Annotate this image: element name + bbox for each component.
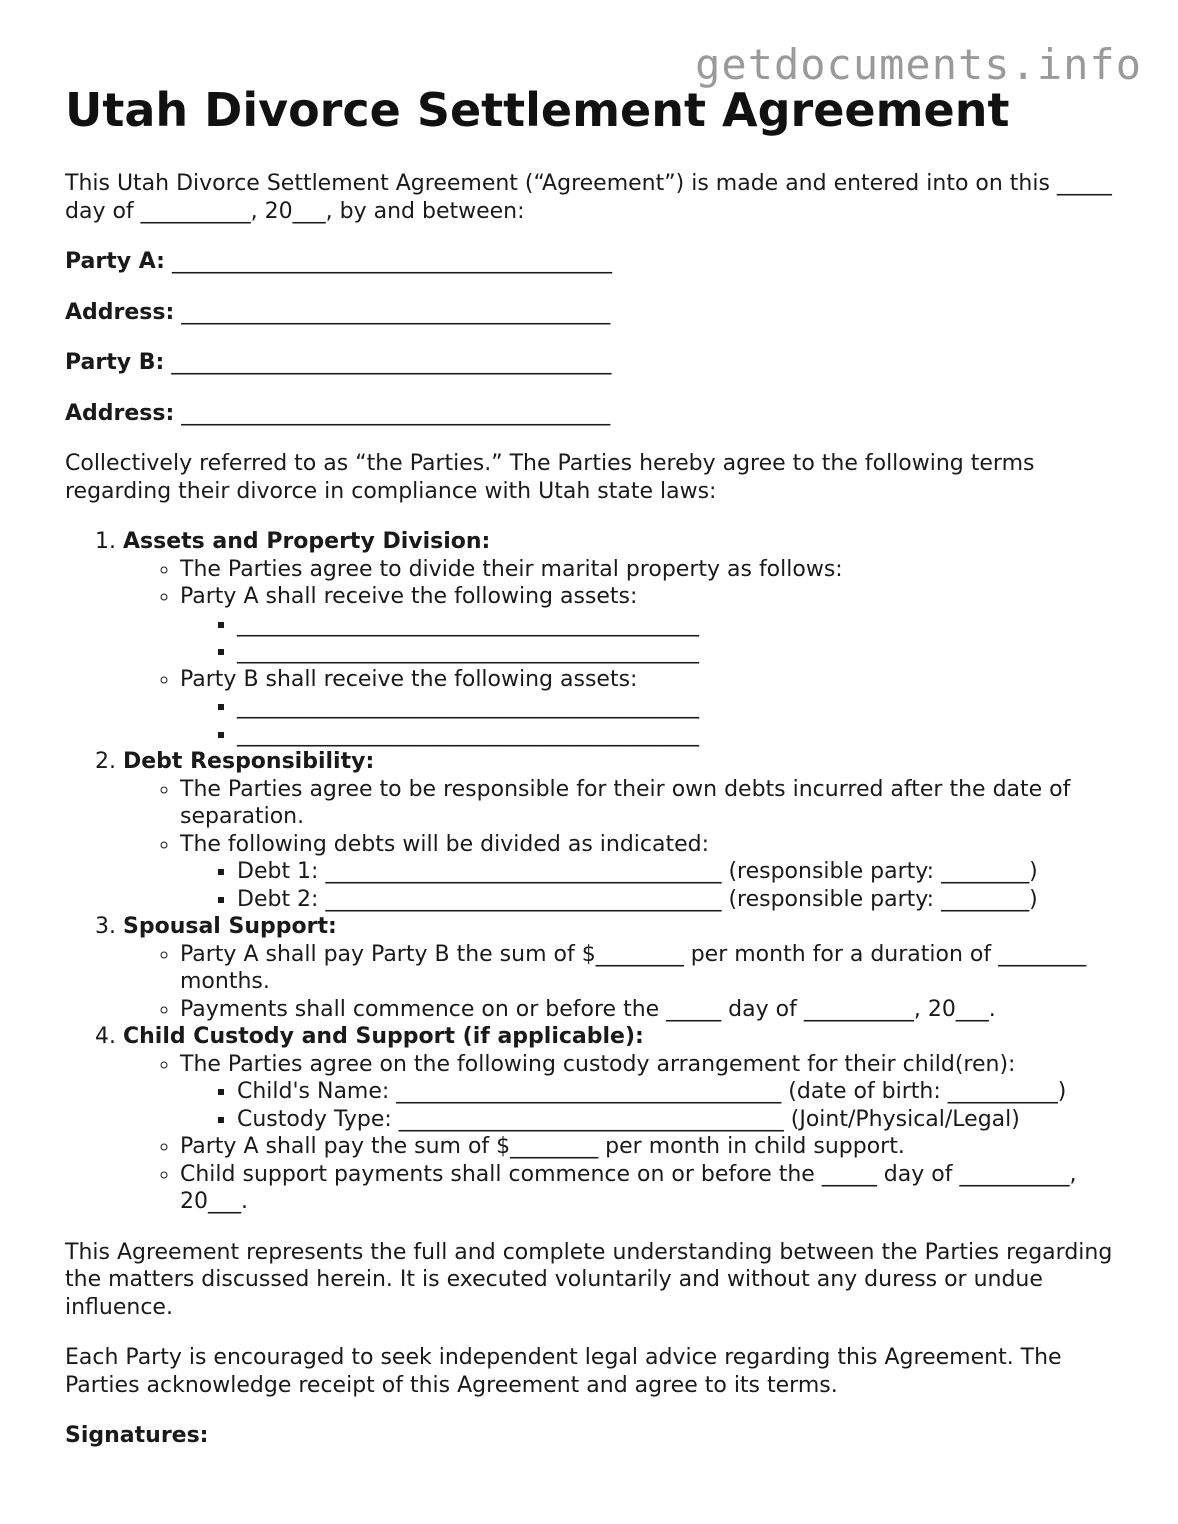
section-debt [123, 748, 1125, 913]
list-item [180, 1051, 1125, 1134]
party-b-address-field [65, 400, 1125, 428]
debt-2-line[interactable]: ▪ Debt 2: ____________________________________ (responsible party: ________) [237, 886, 1125, 914]
list-item: ◦ Party A shall pay the sum of $________ per month in child support. [180, 1133, 1125, 1161]
list-item: ◦ Party A shall pay Party B the sum of $________ per month for a duration of ________ months. [180, 941, 1125, 996]
debt-division-label: The following debts will be divided as indicated: [180, 831, 710, 857]
party-a-assets-list [180, 611, 1125, 666]
list-item [180, 583, 1125, 666]
custody-type-line[interactable]: ▪ Custody Type: ___________________________________ (Joint/Physical/Legal) [237, 1106, 1125, 1134]
list-item [180, 666, 1125, 749]
asset-blank[interactable]: ▪ __________________________________________ [237, 611, 1125, 639]
party-b-assets-label: Party B shall receive the following assets: [180, 666, 638, 692]
list-item: ◦ Payments shall commence on or before the _____ day of __________, 20___. [180, 996, 1125, 1024]
party-a-blank[interactable]: ________________________________________ [171, 249, 612, 274]
document-page [65, 82, 1125, 1450]
list-item [180, 831, 1125, 914]
assets-sublist [123, 556, 1125, 749]
debt-items-list [180, 858, 1125, 913]
section-child-custody [123, 1023, 1125, 1216]
party-a-field [65, 248, 1125, 276]
section-spousal-title: Spousal Support: [123, 914, 337, 939]
custody-arrangement-label: The Parties agree on the following custody arrangement for their child(ren): [180, 1051, 1016, 1077]
party-a-assets-label: Party A shall receive the following assets: [180, 584, 638, 609]
child-sublist [123, 1051, 1125, 1216]
party-b-field [65, 349, 1125, 377]
terms-list [65, 528, 1125, 1216]
party-b-address-blank[interactable]: _______________________________________ [181, 400, 611, 426]
document-title: Utah Divorce Settlement Agreement [65, 83, 1010, 137]
list-item: ◦ Child support payments shall commence on or before the _____ day of __________, 20___. [180, 1161, 1125, 1216]
party-b-label: Party B: [65, 350, 165, 375]
asset-blank[interactable]: ▪ __________________________________________ [237, 721, 1125, 749]
intro-paragraph: This Utah Divorce Settlement Agreement (“Agreement”) is made and entered into on this _____ day of __________, 20___, by and between: [65, 171, 1112, 224]
closing-paragraph-1: This Agreement represents the full and complete understanding between the Parties regarding the matters discussed herein. It is executed voluntarily and without any duress or undue influence. [65, 1239, 1113, 1320]
section-debt-title: Debt Responsibility: [123, 749, 375, 774]
party-b-blank[interactable]: ________________________________________ [171, 350, 612, 375]
list-item: ◦ The Parties agree to be responsible for their own debts incurred after the date of separation. [180, 776, 1125, 831]
watermark: getdocuments.info [695, 40, 1142, 89]
closing-paragraph-2: Each Party is encouraged to seek independent legal advice regarding this Agreement. The Parties acknowledge receipt of this Agreement and agree to its terms. [65, 1345, 1062, 1398]
party-a-label: Party A: [65, 249, 165, 274]
party-a-address-blank[interactable]: _______________________________________ [181, 299, 611, 325]
custody-items-list [180, 1078, 1125, 1133]
section-spousal-support [123, 913, 1125, 1023]
asset-blank[interactable]: ▪ __________________________________________ [237, 638, 1125, 666]
signatures-heading: Signatures: [65, 1423, 209, 1448]
party-b-address-label: Address: [65, 400, 175, 426]
section-assets [123, 528, 1125, 748]
child-name-line[interactable]: ▪ Child's Name: ___________________________________ (date of birth: __________) [237, 1078, 1125, 1106]
party-a-address-label: Address: [65, 299, 175, 325]
collective-paragraph: Collectively referred to as “the Parties.” The Parties hereby agree to the following terms regarding their divorce in compliance with Utah state laws: [65, 451, 1035, 504]
party-a-address-field [65, 299, 1125, 327]
debt-1-line[interactable]: ▪ Debt 1: ____________________________________ (responsible party: ________) [237, 858, 1125, 886]
spousal-sublist [123, 941, 1125, 1024]
asset-blank[interactable]: ▪ __________________________________________ [237, 693, 1125, 721]
section-assets-title: Assets and Property Division: [123, 529, 491, 554]
section-child-title: Child Custody and Support (if applicable): [123, 1024, 644, 1049]
party-b-assets-list [180, 693, 1125, 748]
debt-sublist [123, 776, 1125, 914]
list-item: ◦ The Parties agree to divide their marital property as follows: [180, 556, 1125, 584]
